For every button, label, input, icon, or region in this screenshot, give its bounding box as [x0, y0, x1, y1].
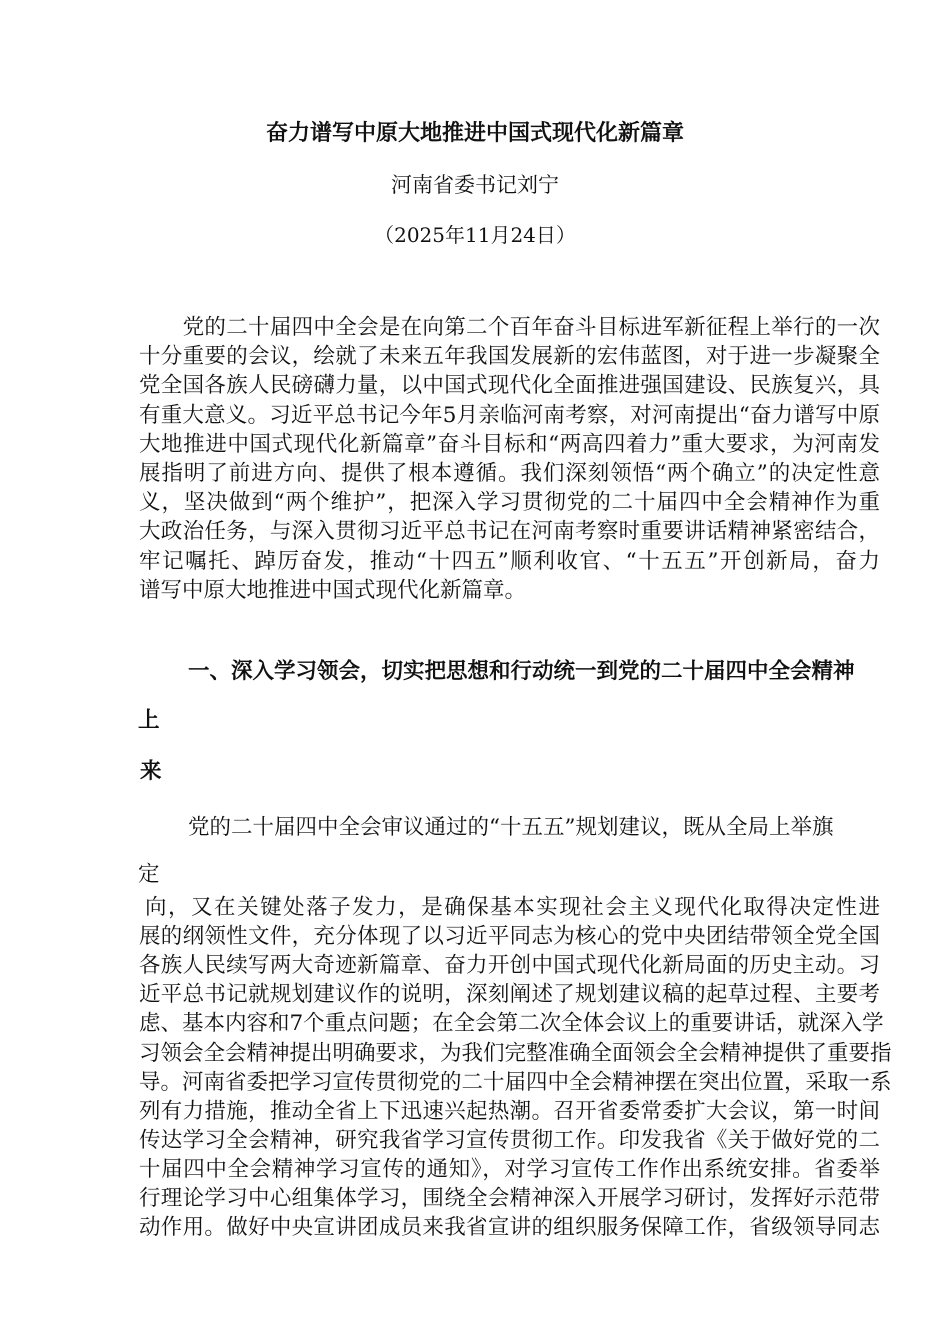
section-heading-1: 一、深入学习领会，切实把思想和行动统一到党的二十届四中全会精神: [188, 659, 855, 684]
section-heading-1-wrap: 上: [138, 708, 160, 733]
text-line: 传达学习全会精神，研究我省学习宣传贯彻工作。印发我省《关于做好党的二: [139, 1127, 880, 1153]
text-line: 十分重要的会议，绘就了未来五年我国发展新的宏伟蓝图，对于进一步凝聚全: [139, 344, 880, 370]
document-title: 奋力谱写中原大地推进中国式现代化新篇章: [265, 120, 684, 146]
document-author: 河南省委书记刘宁: [391, 173, 559, 197]
paragraph-2-first-line: 党的二十届四中全会审议通过的“十五五”规划建议，既从全局上举旗: [188, 815, 834, 840]
document-date: （2025年11月24日）: [374, 223, 576, 247]
text-line: 大地推进中国式现代化新篇章”奋斗目标和“两高四着力”重大要求，为河南发: [139, 431, 880, 457]
text-line: 习领会全会精神提出明确要求，为我们完整准确全面领会全会精神提供了重要指: [139, 1040, 892, 1066]
text-line: 展的纲领性文件，充分体现了以习近平同志为核心的党中央团结带领全党全国: [139, 924, 880, 950]
text-line: 展指明了前进方向、提供了根本遵循。我们深刻领悟“两个确立”的决定性意: [139, 461, 880, 486]
section-heading-1-wrap-2: 来: [140, 759, 162, 784]
text-line: 行理论学习中心组集体学习，围绕全会精神深入开展学习研讨，发挥好示范带: [139, 1186, 880, 1211]
text-line: 牢记嘱托、踔厉奋发，推动“十四五”顺利收官、“十五五”开创新局，奋力: [139, 548, 880, 574]
paragraph-2-wrap: 定: [138, 862, 160, 887]
text-line: 谱写中原大地推进中国式现代化新篇章。: [139, 577, 527, 603]
text-line: 列有力措施，推动全省上下迅速兴起热潮。召开省委常委扩大会议，第一时间: [139, 1098, 880, 1124]
text-line: 各族人民续写两大奇迹新篇章、奋力开创中国式现代化新局面的历史主动。习: [139, 953, 880, 979]
text-line: 近平总书记就规划建议作的说明，深刻阐述了规划建议稿的起草过程、主要考: [139, 982, 880, 1008]
text-line: 有重大意义。习近平总书记今年5月亲临河南考察，对河南提出“奋力谱写中原: [139, 402, 880, 428]
text-line: 十届四中全会精神学习宣传的通知》，对学习宣传工作作出系统安排。省委举: [139, 1156, 880, 1182]
text-line: 虑、基本内容和7个重点问题；在全会第二次全体会议上的重要讲话，就深入学: [139, 1011, 884, 1037]
text-line: 大政治任务，与深入贯彻习近平总书记在河南考察时重要讲话精神紧密结合，: [139, 519, 880, 545]
text-line: 党的二十届四中全会是在向第二个百年奋斗目标进军新征程上举行的一次: [139, 315, 880, 340]
text-line: 向，又在关键处落子发力，是确保基本实现社会主义现代化取得决定性进: [145, 895, 880, 920]
text-line: 义，坚决做到“两个维护”，把深入学习贯彻党的二十届四中全会精神作为重: [139, 490, 880, 516]
text-line: 党全国各族人民磅礴力量，以中国式现代化全面推进强国建设、民族复兴，具: [139, 373, 880, 399]
text-line: 动作用。做好中央宣讲团成员来我省宣讲的组织服务保障工作，省级领导同志: [139, 1215, 880, 1241]
text-line: 导。河南省委把学习宣传贯彻党的二十届四中全会精神摆在突出位置，采取一系: [139, 1069, 892, 1095]
